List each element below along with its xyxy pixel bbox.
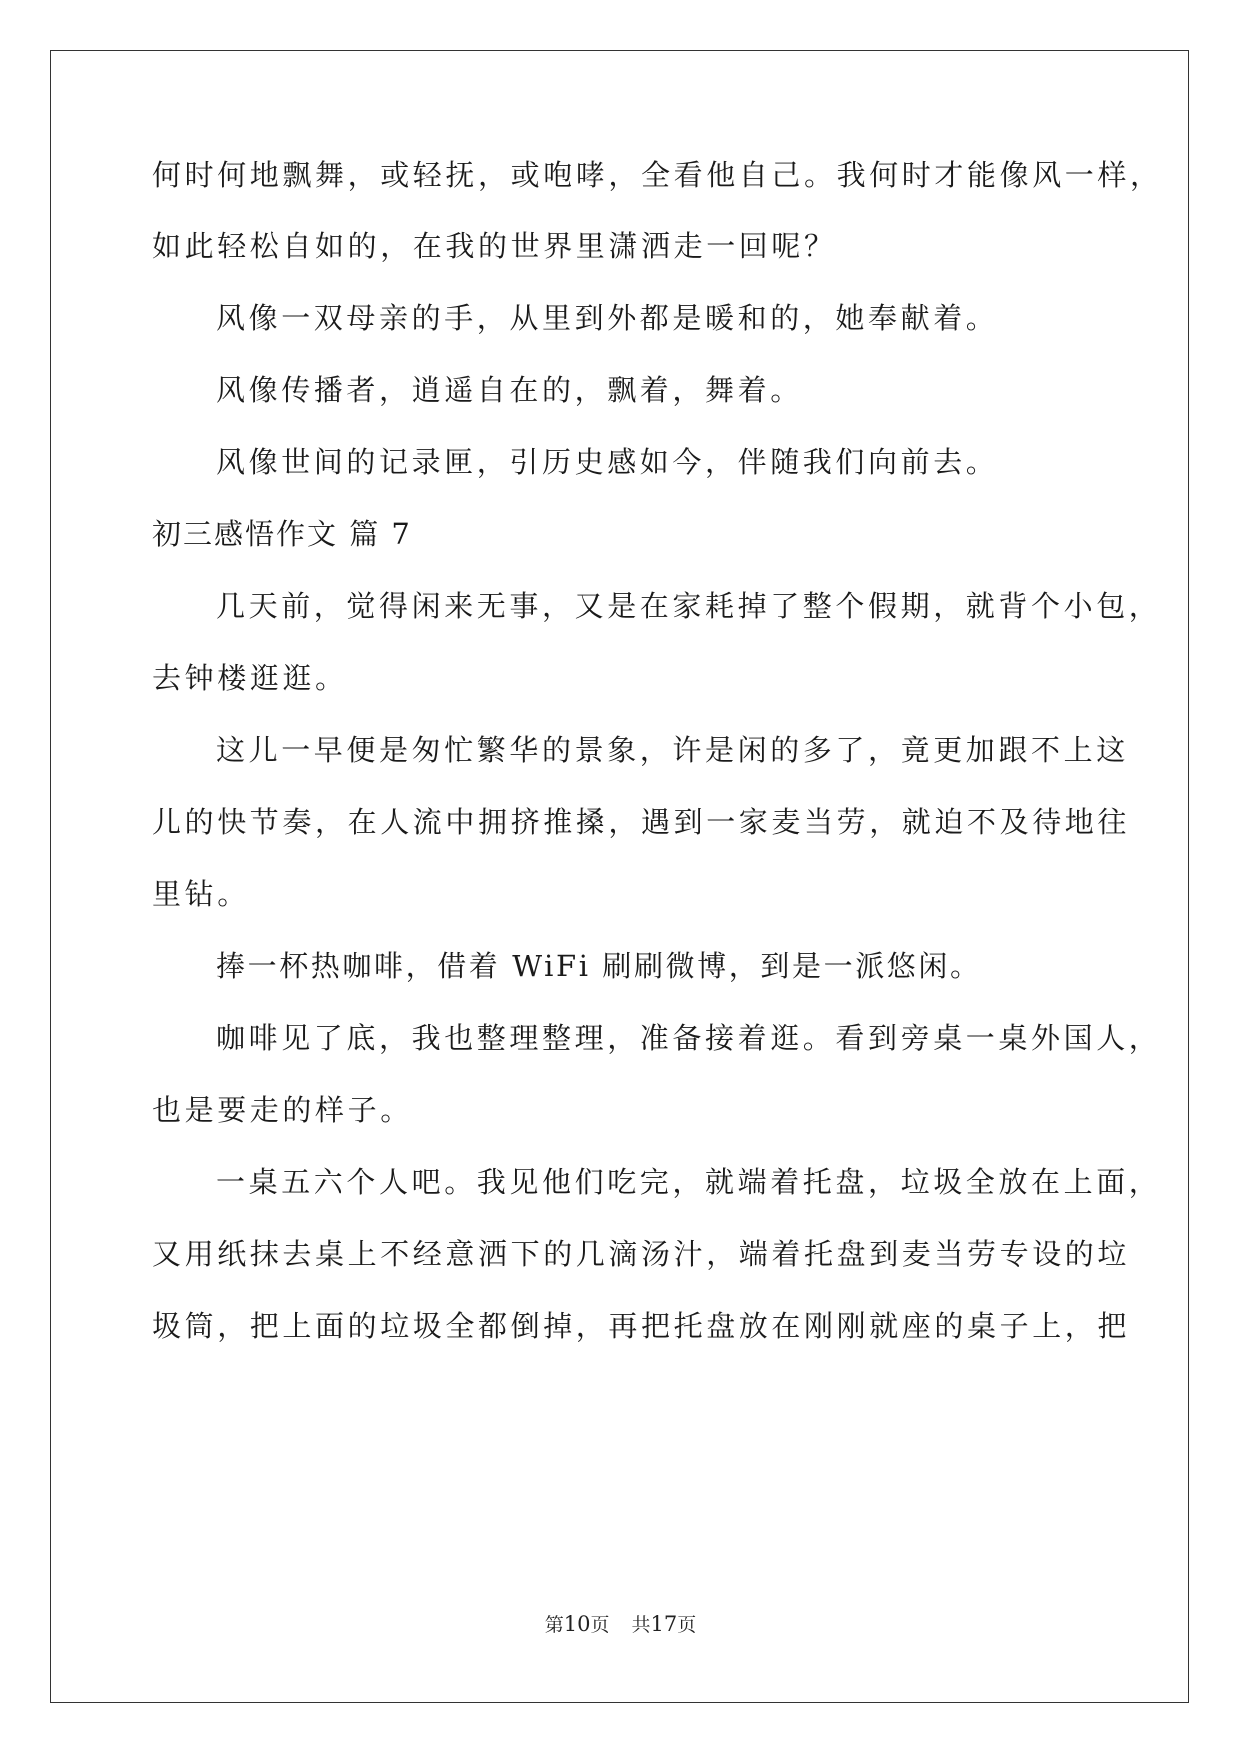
footer-total-prefix: 共 [631, 1614, 651, 1636]
text-line: 也是要走的样子。 [152, 1093, 413, 1127]
text-line: 圾筒，把上面的垃圾全都倒掉，再把托盘放在刚刚就座的桌子上，把 [152, 1309, 1131, 1343]
text-line: 这儿一早便是匆忙繁华的景象，许是闲的多了，竟更加跟不上这 [216, 733, 1129, 767]
section-heading: 初三感悟作文 篇 7 [152, 517, 412, 551]
footer-page-total: 17 [650, 1612, 678, 1636]
footer-page-prefix: 第 [544, 1614, 564, 1636]
text-line: 如此轻松自如的，在我的世界里潇洒走一回呢？ [152, 229, 837, 263]
footer-page-mid: 页 [590, 1614, 610, 1636]
text-line: 风像一双母亲的手，从里到外都是暖和的，她奉献着。 [216, 301, 999, 335]
page-footer [0, 1612, 1241, 1637]
text-line: 咖啡见了底，我也整理整理，准备接着逛。看到旁桌一桌外国人， [216, 1021, 1162, 1055]
text-line: 几天前，觉得闲来无事，又是在家耗掉了整个假期，就背个小包， [216, 589, 1162, 623]
footer-page-current: 10 [563, 1612, 591, 1636]
text-line: 风像世间的记录匣，引历史感如今，伴随我们向前去。 [216, 445, 999, 479]
text-line: 捧一杯热咖啡，借着 WiFi 刷刷微博，到是一派悠闲。 [216, 949, 982, 983]
footer-total-suffix: 页 [677, 1614, 697, 1636]
text-line: 去钟楼逛逛。 [152, 661, 348, 695]
text-line: 何时何地飘舞，或轻抚，或咆哮，全看他自己。我何时才能像风一样， [152, 158, 1163, 192]
text-line: 一桌五六个人吧。我见他们吃完，就端着托盘，垃圾全放在上面， [216, 1165, 1162, 1199]
text-line: 儿的快节奏，在人流中拥挤推搡，遇到一家麦当劳，就迫不及待地往 [152, 805, 1131, 839]
text-line: 里钻。 [152, 877, 250, 911]
text-line: 又用纸抹去桌上不经意洒下的几滴汤汁，端着托盘到麦当劳专设的垃 [152, 1237, 1131, 1271]
text-line: 风像传播者，逍遥自在的，飘着，舞着。 [216, 373, 803, 407]
